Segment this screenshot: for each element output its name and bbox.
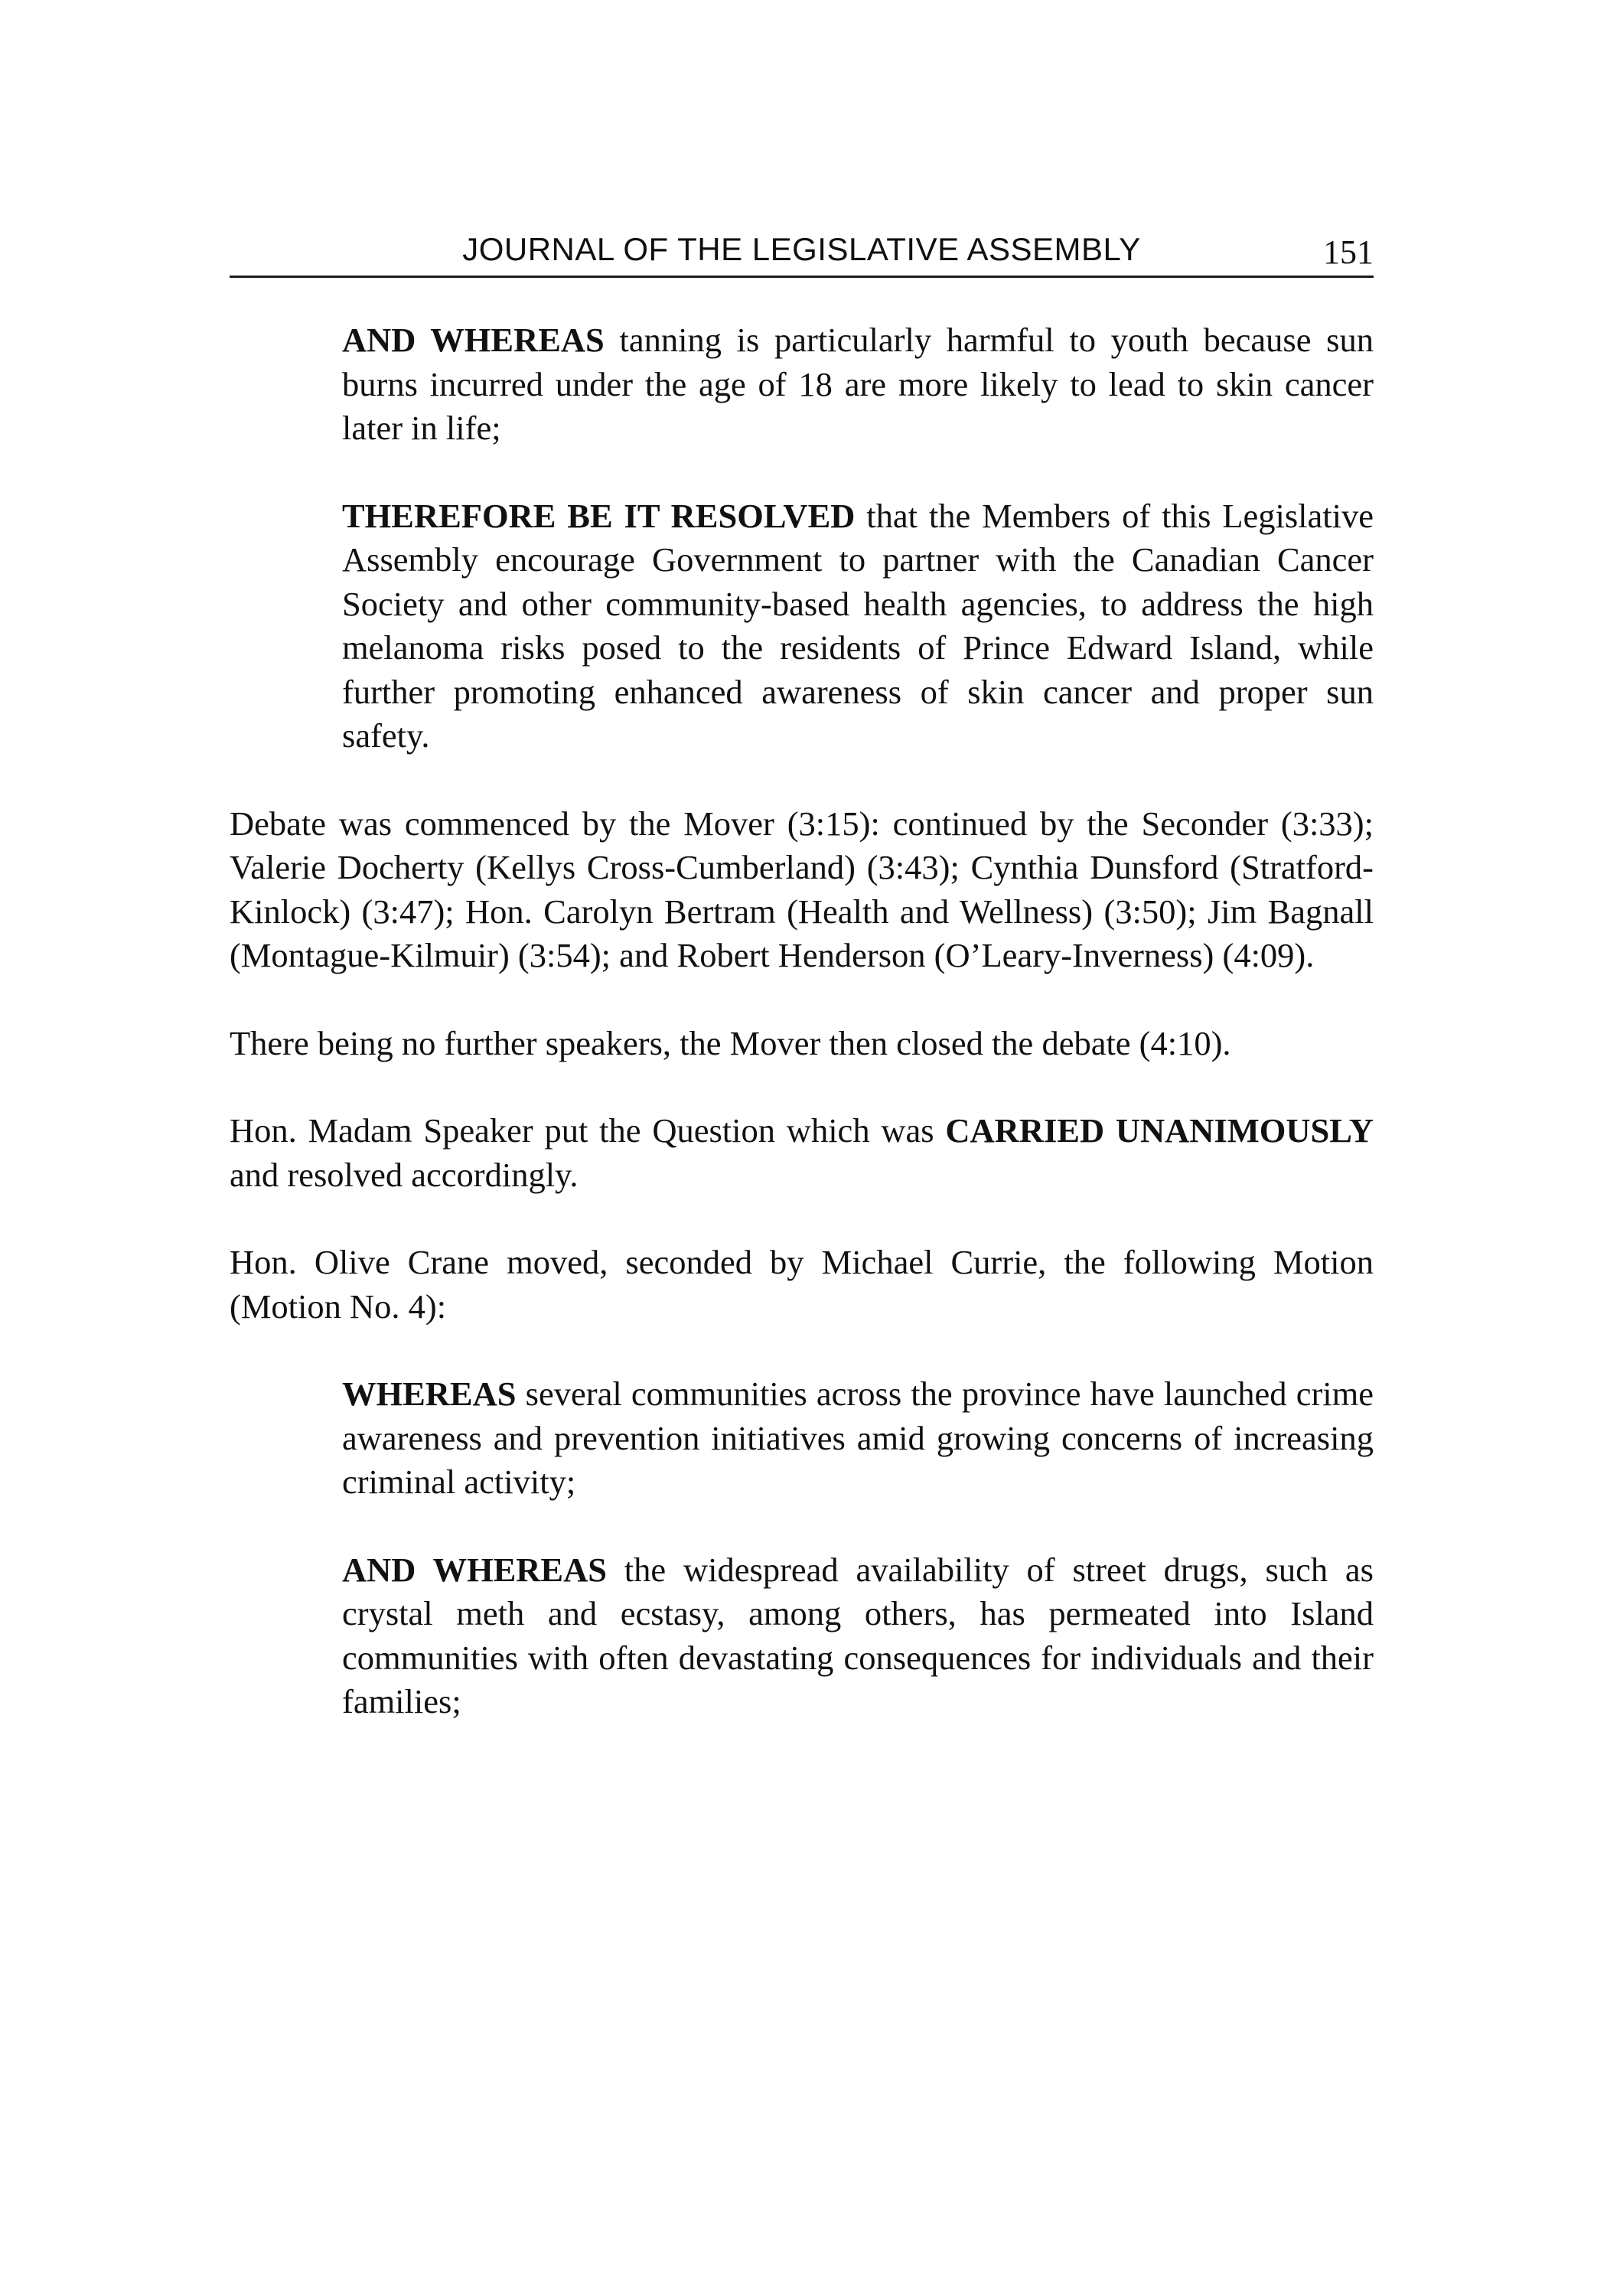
- paragraph-lead: AND WHEREAS: [342, 1550, 607, 1589]
- resolved-paragraph: [342, 494, 1374, 758]
- whereas-tanning-paragraph: [342, 318, 1374, 451]
- page-body: [230, 318, 1374, 1724]
- whereas-crime-paragraph: [342, 1372, 1374, 1505]
- debate-paragraph: [230, 802, 1374, 978]
- motion-intro-paragraph: [230, 1241, 1374, 1329]
- paragraph-text: There being no further speakers, the Mover then closed the debate (4:10).: [230, 1023, 1231, 1062]
- paragraph-text: Hon. Olive Crane moved, seconded by Michael Currie, the following Motion (Motion No. 4):: [230, 1243, 1374, 1326]
- paragraph-lead: THEREFORE BE IT RESOLVED: [342, 496, 856, 535]
- journal-page: [230, 230, 1374, 1724]
- carried-unanimously: CARRIED UNANIMOUSLY: [945, 1111, 1374, 1150]
- paragraph-lead: WHEREAS: [342, 1375, 517, 1413]
- whereas-drugs-paragraph: [342, 1548, 1374, 1724]
- paragraph-lead: AND WHEREAS: [342, 321, 605, 359]
- paragraph-text: the widespread availability of street drugs, such as crystal meth and ecstasy, among others, has permeated into Island communities with often devastating consequences for individuals and their families;: [342, 1550, 1374, 1720]
- page-header: [230, 230, 1374, 278]
- paragraph-text: and resolved accordingly.: [230, 1155, 579, 1194]
- paragraph-text: Debate was commenced by the Mover (3:15): continued by the Seconder (3:33); Valerie Docherty (Kellys Cross-Cumberland) (3:43); Cynthia Dunsford (Stratford-Kinlock) (3:47); Hon. Carolyn Bertram (Health and Wellness) (3:50); Jim Bagnall (Montague-Kilmuir) (3:54); and Robert Henderson (O’Leary-Inverness) (4:09).: [230, 804, 1374, 974]
- paragraph-text: Hon. Madam Speaker put the Question which was: [230, 1111, 946, 1150]
- page-number: 151: [1323, 233, 1374, 271]
- closing-paragraph: [230, 1022, 1374, 1066]
- paragraph-text: that the Members of this Legislative Assembly encourage Government to partner with the Canadian Cancer Society and other community-based health agencies, to address the high melanoma risks posed to the residents of Prince Edward Island, while further promoting enhanced awareness of skin cancer and proper sun safety.: [342, 496, 1374, 755]
- paragraph-text: tanning is particularly harmful to youth because sun burns incurred under the age of 18 are more likely to lead to skin cancer later in life;: [342, 321, 1374, 447]
- journal-title: JOURNAL OF THE LEGISLATIVE ASSEMBLY: [462, 231, 1141, 267]
- paragraph-text: several communities across the province have launched crime awareness and prevention initiatives amid growing concerns of increasing criminal activity;: [342, 1375, 1374, 1501]
- question-paragraph: [230, 1109, 1374, 1197]
